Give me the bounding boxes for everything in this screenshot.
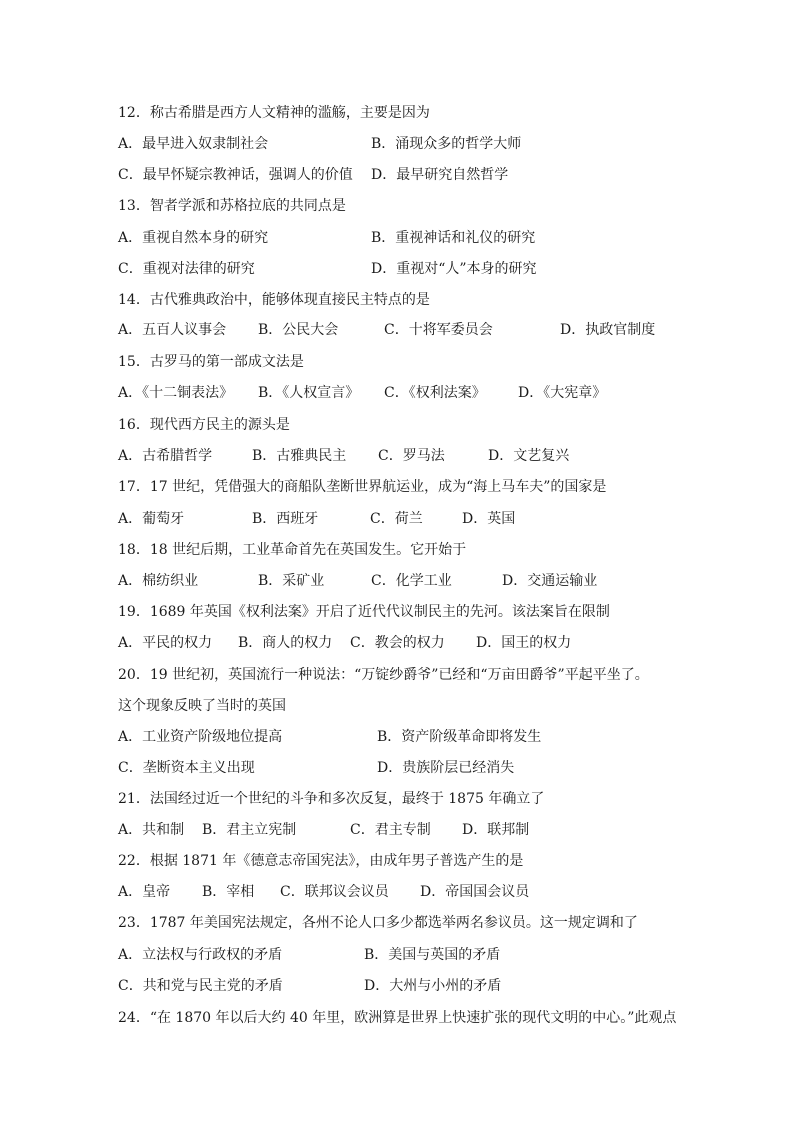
question-23-option-d: D．大州与小州的矛盾: [364, 978, 502, 994]
question-18-stem: 18．18 世纪后期，工业革命首先在英国发生。它开始于: [118, 542, 467, 558]
question-22-option-b: B．宰相: [202, 884, 255, 900]
question-20-option-b: B．资产阶级革命即将发生: [377, 729, 542, 745]
question-16-option-b: B．古雅典民主: [252, 448, 347, 464]
question-19-option-d: D．国王的权力: [476, 635, 572, 651]
question-19-option-a: A．平民的权力: [118, 635, 213, 651]
question-13-stem: 13．智者学派和苏格拉底的共同点是: [118, 198, 346, 214]
question-16-option-d: D．文艺复兴: [488, 448, 570, 464]
question-17-option-a: A．葡萄牙: [118, 511, 185, 527]
question-12-option-b: B．涌现众多的哲学大师: [371, 136, 522, 152]
question-16-stem: 16．现代西方民主的源头是: [118, 417, 290, 433]
question-22-option-d: D．帝国国会议员: [420, 884, 530, 900]
question-18-option-d: D．交通运输业: [502, 573, 598, 589]
question-21-option-b: B．君主立宪制: [202, 822, 297, 838]
question-22-stem: 22．根据 1871 年《德意志帝国宪法》，由成年男子普选产生的是: [118, 853, 524, 869]
question-23-option-a: A．立法权与行政权的矛盾: [118, 947, 283, 963]
question-24-stem: 24．“在 1870 年以后大约 40 年里，欧洲算是世界上快速扩张的现代文明的中心。”此观点: [118, 1010, 677, 1026]
question-17-option-d: D．英国: [462, 511, 516, 527]
question-20-stem-continued: 这个现象反映了当时的英国: [118, 698, 286, 714]
question-15-stem: 15．古罗马的第一部成文法是: [118, 354, 304, 370]
question-13-option-c: C．重视对法律的研究: [118, 261, 255, 277]
question-12-option-a: A．最早进入奴隶制社会: [118, 136, 269, 152]
question-21-option-a: A．共和制: [118, 822, 185, 838]
question-14-option-b: B．公民大会: [258, 322, 339, 338]
question-23-option-b: B．美国与英国的矛盾: [364, 947, 501, 963]
question-20-option-c: C．垄断资本主义出现: [118, 760, 255, 776]
question-13-option-a: A．重视自然本身的研究: [118, 230, 269, 246]
question-20-option-d: D．贵族阶层已经消失: [377, 760, 515, 776]
question-19-option-c: C．教会的权力: [350, 635, 445, 651]
question-12-stem: 12．称古希腊是西方人文精神的滥觞，主要是因为: [118, 105, 430, 121]
question-13-option-b: B．重视神话和礼仪的研究: [371, 230, 536, 246]
question-19-option-b: B．商人的权力: [238, 635, 333, 651]
question-19-stem: 19．1689 年英国《权利法案》开启了近代代议制民主的先河。该法案旨在限制: [118, 604, 610, 620]
question-23-stem: 23．1787 年美国宪法规定，各州不论人口多少都选举两名参议员。这一规定调和了: [118, 915, 638, 931]
question-12-option-c: C．最早怀疑宗教神话，强调人的价值: [118, 167, 353, 183]
question-14-option-c: C．十将军委员会: [384, 322, 493, 338]
question-15-option-a: A．《十二铜表法》: [118, 385, 234, 401]
question-16-option-a: A．古希腊哲学: [118, 448, 213, 464]
question-14-option-a: A．五百人议事会: [118, 322, 227, 338]
question-18-option-c: C．化学工业: [371, 573, 452, 589]
question-22-option-c: C．联邦议会议员: [280, 884, 389, 900]
question-13-option-d: D．重视对“人”本身的研究: [371, 261, 537, 277]
question-17-stem: 17．17 世纪，凭借强大的商船队垄断世界航运业，成为“海上马车夫”的国家是: [118, 479, 607, 495]
question-17-option-b: B．西班牙: [252, 511, 319, 527]
question-14-option-d: D．执政官制度: [560, 322, 656, 338]
question-15-option-c: C．《权利法案》: [384, 385, 486, 401]
question-21-stem: 21．法国经过近一个世纪的斗争和多次反复，最终于 1875 年确立了: [118, 791, 545, 807]
question-17-option-c: C．荷兰: [370, 511, 423, 527]
question-20-option-a: A．工业资产阶级地位提高: [118, 729, 283, 745]
question-12-option-d: D．最早研究自然哲学: [371, 167, 509, 183]
question-23-option-c: C．共和党与民主党的矛盾: [118, 978, 283, 994]
question-21-option-d: D．联邦制: [462, 822, 530, 838]
question-21-option-c: C．君主专制: [350, 822, 431, 838]
question-15-option-d: D．《大宪章》: [518, 385, 607, 401]
question-20-stem: 20．19 世纪初，英国流行一种说法：“万锭纱爵爷”已经和“万亩田爵爷”平起平坐了。: [118, 667, 649, 683]
question-15-option-b: B．《人权宣言》: [258, 385, 360, 401]
question-18-option-b: B．采矿业: [258, 573, 325, 589]
question-14-stem: 14．古代雅典政治中，能够体现直接民主特点的是: [118, 292, 430, 308]
question-18-option-a: A．棉纺织业: [118, 573, 199, 589]
question-16-option-c: C．罗马法: [378, 448, 445, 464]
question-22-option-a: A．皇帝: [118, 884, 171, 900]
